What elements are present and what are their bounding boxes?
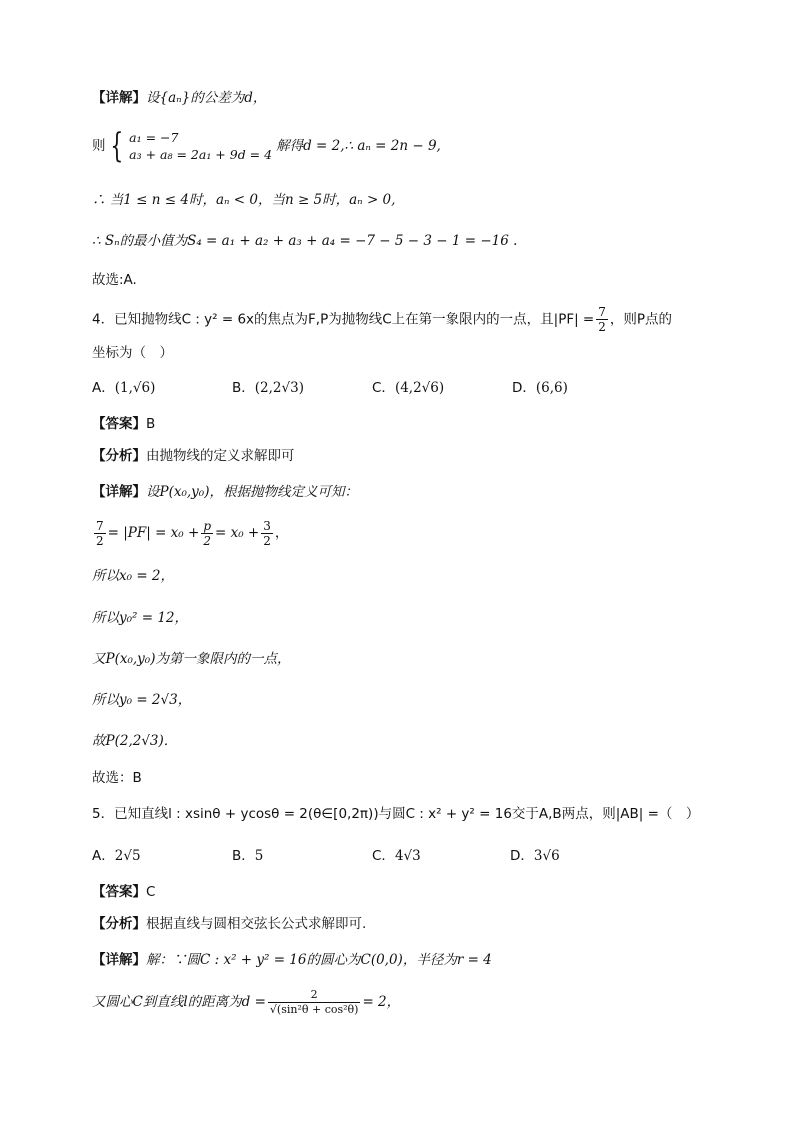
equation-system	[129, 129, 272, 163]
q5-analysis	[92, 914, 366, 934]
q5-distance-line	[92, 982, 400, 1022]
q4-step-3: 又P(x₀,y₀)为第一象限内的一点，	[92, 651, 291, 667]
detail-text: 设{aₙ}的公差为d，	[146, 90, 267, 106]
option-value: (4,2√6)	[394, 380, 445, 396]
analysis-text: 由抛物线的定义求解即可	[146, 448, 295, 464]
option-label: C．	[372, 848, 395, 864]
equation-system-line	[92, 128, 441, 164]
q4-definition-equation	[92, 516, 288, 550]
system-eq-2: a₃ + a₈ = 2a₁ + 9d = 4	[129, 147, 273, 162]
distance-text: 又圆心C到直线l的距离为d =	[92, 994, 266, 1010]
left-brace-icon: {	[109, 126, 123, 166]
q4-frac-den: 2	[598, 320, 606, 334]
then-word: 则	[92, 138, 106, 154]
q4-answer	[92, 414, 155, 434]
detail-intro: 设P(x₀,y₀)，根据抛物线定义可知：	[146, 484, 358, 500]
eq-part-b: = x₀ +	[215, 525, 260, 541]
q5-option-a[interactable]	[92, 846, 141, 866]
q4-stem	[92, 305, 672, 334]
eq-frac-7-2	[94, 519, 106, 548]
frac-den: 2	[263, 533, 271, 548]
solution-text: 解得d = 2,∴ aₙ = 2n − 9,	[276, 138, 441, 154]
system-eq-1: a₁ = −7	[129, 130, 179, 145]
q5-option-d[interactable]	[510, 846, 560, 866]
option-value: (2,2√3)	[254, 380, 304, 396]
option-value: 3√6	[533, 848, 560, 864]
answer-value: B	[146, 416, 156, 432]
sign-analysis-line: ∴ 当1 ≤ n ≤ 4时，aₙ < 0，当n ≥ 5时，aₙ > 0,	[92, 192, 396, 208]
option-label: D．	[512, 380, 536, 396]
q4-step-4: 所以y₀ = 2√3，	[92, 692, 192, 708]
eq-frac-p-2	[201, 519, 213, 548]
option-label: D．	[510, 848, 534, 864]
q4-option-a[interactable]	[92, 378, 155, 398]
q5-stem: 5．已知直线l : xsinθ + ycosθ = 2(θ∈[0,2π))与圆C : x² + y² = 16交于A,B两点，则|AB| =（ ）	[92, 806, 700, 822]
option-value: (1,√6)	[114, 380, 156, 396]
option-value: 4√3	[394, 848, 421, 864]
detail-tag: 【详解】	[92, 90, 146, 106]
q4-option-c[interactable]	[372, 378, 444, 398]
q4-step-2: 所以y₀² = 12，	[92, 610, 189, 626]
answer-value: C	[146, 884, 156, 900]
q5-detail	[92, 950, 492, 970]
option-label: B．	[232, 848, 255, 864]
detail-text: 解：∵圆C : x² + y² = 16的圆心为C(0,0)，半径为r = 4	[146, 952, 492, 968]
option-label: A．	[92, 848, 115, 864]
frac-num: 2	[268, 988, 361, 1003]
option-label: A．	[92, 380, 115, 396]
q4-step-1: 所以x₀ = 2，	[92, 568, 175, 584]
eq-frac-3-2	[261, 519, 273, 548]
q4-stem-b: ，则P点的	[609, 311, 673, 328]
q4-choose-b: 故选：B	[92, 770, 142, 786]
q4-option-b[interactable]	[232, 378, 304, 398]
option-value: (6,6)	[535, 380, 568, 396]
frac-num: 7	[96, 518, 104, 533]
option-label: C．	[372, 380, 395, 396]
detail-line-1	[92, 88, 266, 108]
analysis-tag: 【分析】	[92, 448, 146, 464]
q4-stem-fraction	[596, 305, 608, 334]
q4-detail	[92, 482, 358, 502]
frac-den: 2	[203, 533, 211, 548]
analysis-tag: 【分析】	[92, 916, 146, 932]
q4-option-d[interactable]	[512, 378, 568, 398]
distance-result: = 2，	[362, 994, 401, 1010]
option-value: 5	[254, 848, 264, 864]
choose-a-line: 故选:A.	[92, 272, 137, 288]
q5-option-c[interactable]	[372, 846, 421, 866]
frac-num: 3	[263, 518, 271, 533]
min-sum-line: ∴ Sₙ的最小值为S₄ = a₁ + a₂ + a₃ + a₄ = −7 − 5 − 3 − 1 = −16 .	[92, 233, 518, 249]
q4-stem-a: 4．已知抛物线C : y² = 6x的焦点为F,P为抛物线C上在第一象限内的一点，且|PF| =	[92, 311, 595, 328]
frac-num: p	[203, 518, 212, 533]
frac-den: √(sin²θ + cos²θ)	[269, 1002, 359, 1016]
q4-frac-num: 7	[598, 305, 606, 319]
eq-part-a: = |PF| = x₀ +	[107, 525, 200, 541]
q5-option-b[interactable]	[232, 846, 263, 866]
q4-stem-c: 坐标为（ ）	[92, 345, 173, 361]
answer-tag: 【答案】	[92, 416, 146, 432]
option-value: 2√5	[114, 848, 141, 864]
eq-part-c: ，	[274, 525, 289, 541]
q4-step-5: 故P(2,2√3)．	[92, 733, 178, 749]
frac-den: 2	[96, 533, 104, 548]
q5-answer	[92, 882, 155, 902]
detail-tag: 【详解】	[92, 952, 146, 968]
option-label: B．	[232, 380, 255, 396]
detail-tag: 【详解】	[92, 484, 146, 500]
answer-tag: 【答案】	[92, 884, 146, 900]
q4-analysis	[92, 446, 295, 466]
distance-fraction	[268, 988, 361, 1017]
analysis-text: 根据直线与圆相交弦长公式求解即可.	[146, 916, 367, 932]
